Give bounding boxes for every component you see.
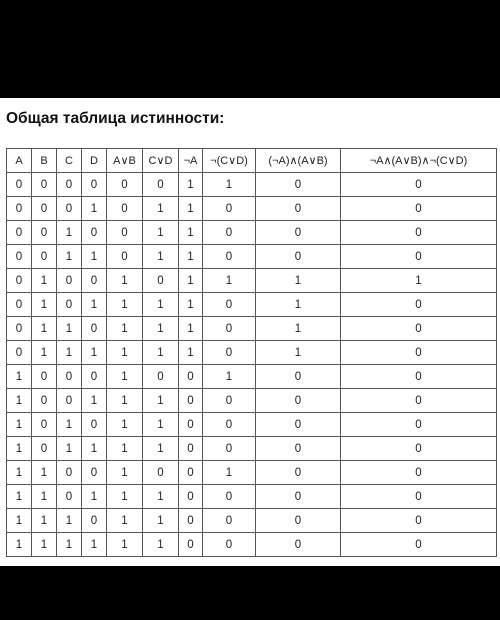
table-cell: 0 [341, 485, 497, 509]
table-cell: 1 [143, 485, 179, 509]
table-cell: 1 [107, 437, 143, 461]
table-cell: 1 [143, 245, 179, 269]
table-cell: 1 [82, 341, 107, 365]
table-cell: 1 [82, 245, 107, 269]
table-cell: 0 [82, 413, 107, 437]
table-cell: 1 [179, 245, 203, 269]
table-cell: 0 [143, 365, 179, 389]
table-cell: 0 [57, 173, 82, 197]
table-cell: 0 [341, 365, 497, 389]
table-row [7, 197, 497, 221]
table-cell: 0 [143, 173, 179, 197]
table-cell: 0 [7, 341, 32, 365]
table-cell: 0 [57, 365, 82, 389]
table-cell: 1 [107, 413, 143, 437]
table-cell: 0 [256, 173, 341, 197]
table-row [7, 365, 497, 389]
table-cell: 1 [143, 197, 179, 221]
page-title: Общая таблица истинности: [6, 110, 225, 127]
table-cell: 1 [179, 269, 203, 293]
table-cell: 1 [143, 221, 179, 245]
table-cell: 0 [107, 197, 143, 221]
table-cell: 0 [256, 221, 341, 245]
table-cell: 0 [32, 389, 57, 413]
table-row [7, 269, 497, 293]
table-row [7, 437, 497, 461]
table-cell: 0 [179, 533, 203, 557]
table-cell: 1 [256, 341, 341, 365]
table-cell: 0 [341, 317, 497, 341]
table-cell: 1 [143, 437, 179, 461]
table-cell: 1 [32, 341, 57, 365]
table-cell: 0 [341, 461, 497, 485]
table-cell: 1 [143, 317, 179, 341]
table-cell: 0 [82, 269, 107, 293]
table-cell: 1 [32, 317, 57, 341]
table-row [7, 173, 497, 197]
table-cell: 1 [82, 197, 107, 221]
table-cell: 1 [32, 461, 57, 485]
table-cell: 0 [256, 413, 341, 437]
table-cell: 1 [57, 533, 82, 557]
table-cell: 1 [143, 389, 179, 413]
table-cell: 1 [256, 317, 341, 341]
table-cell: 1 [57, 341, 82, 365]
table-cell: 1 [32, 269, 57, 293]
header-cell: (¬A)∧(A∨B) [256, 149, 341, 173]
table-cell: 0 [57, 293, 82, 317]
header-cell: B [32, 149, 57, 173]
table-cell: 0 [203, 221, 256, 245]
table-cell: 0 [179, 389, 203, 413]
table-cell: 1 [107, 485, 143, 509]
table-cell: 0 [179, 437, 203, 461]
table-cell: 0 [203, 389, 256, 413]
header-cell: A∨B [107, 149, 143, 173]
header-row [7, 149, 497, 173]
table-cell: 0 [57, 485, 82, 509]
table-cell: 1 [107, 269, 143, 293]
table-cell: 0 [179, 461, 203, 485]
table-cell: 0 [57, 461, 82, 485]
table-cell: 1 [107, 389, 143, 413]
table-cell: 1 [203, 461, 256, 485]
table-cell: 0 [82, 173, 107, 197]
table-cell: 0 [256, 365, 341, 389]
table-cell: 0 [107, 221, 143, 245]
table-cell: 1 [7, 389, 32, 413]
table-cell: 1 [82, 485, 107, 509]
table-cell: 0 [203, 341, 256, 365]
table-cell: 1 [179, 173, 203, 197]
table-cell: 0 [256, 245, 341, 269]
header-cell: ¬A∧(A∨B)∧¬(C∨D) [341, 149, 497, 173]
table-cell: 0 [82, 317, 107, 341]
table-cell: 0 [256, 197, 341, 221]
table-cell: 1 [7, 413, 32, 437]
table-row [7, 509, 497, 533]
table-cell: 0 [203, 317, 256, 341]
table-cell: 1 [82, 389, 107, 413]
table-cell: 0 [203, 485, 256, 509]
table-cell: 0 [32, 413, 57, 437]
table-cell: 1 [143, 341, 179, 365]
table-cell: 0 [143, 269, 179, 293]
table-cell: 1 [82, 437, 107, 461]
header-cell: C∨D [143, 149, 179, 173]
table-cell: 1 [203, 269, 256, 293]
table-cell: 0 [341, 389, 497, 413]
table-cell: 1 [107, 317, 143, 341]
table-cell: 0 [341, 197, 497, 221]
table-cell: 0 [7, 197, 32, 221]
table-cell: 0 [7, 245, 32, 269]
table-cell: 0 [32, 437, 57, 461]
table-cell: 1 [82, 533, 107, 557]
table-cell: 1 [143, 413, 179, 437]
table-cell: 1 [7, 437, 32, 461]
table-cell: 1 [143, 293, 179, 317]
table-cell: 0 [57, 389, 82, 413]
table-cell: 0 [341, 437, 497, 461]
table-cell: 1 [57, 509, 82, 533]
table-cell: 0 [107, 173, 143, 197]
table-cell: 0 [203, 533, 256, 557]
table-cell: 0 [32, 365, 57, 389]
table-row [7, 485, 497, 509]
table-cell: 0 [7, 293, 32, 317]
table-cell: 1 [107, 293, 143, 317]
table-cell: 1 [7, 365, 32, 389]
table-cell: 0 [341, 245, 497, 269]
table-cell: 0 [82, 221, 107, 245]
table-cell: 1 [107, 365, 143, 389]
table-cell: 1 [107, 533, 143, 557]
table-cell: 1 [57, 221, 82, 245]
table-cell: 0 [341, 341, 497, 365]
table-cell: 0 [256, 485, 341, 509]
table-row [7, 221, 497, 245]
header-cell: ¬A [179, 149, 203, 173]
table-cell: 0 [7, 269, 32, 293]
table-cell: 0 [82, 509, 107, 533]
table-row [7, 341, 497, 365]
table-cell: 0 [256, 437, 341, 461]
table-cell: 1 [57, 437, 82, 461]
table-cell: 0 [57, 197, 82, 221]
table-cell: 1 [32, 533, 57, 557]
table-row [7, 245, 497, 269]
table-cell: 1 [179, 341, 203, 365]
table-cell: 0 [7, 173, 32, 197]
table-cell: 0 [256, 389, 341, 413]
table-cell: 0 [32, 245, 57, 269]
table-cell: 0 [341, 221, 497, 245]
table-cell: 0 [32, 221, 57, 245]
table-cell: 1 [32, 509, 57, 533]
table-cell: 0 [7, 317, 32, 341]
table-cell: 1 [203, 173, 256, 197]
table-cell: 0 [203, 293, 256, 317]
table-body [7, 173, 497, 557]
table-cell: 0 [82, 461, 107, 485]
table-cell: 1 [32, 485, 57, 509]
table-cell: 1 [143, 533, 179, 557]
table-cell: 1 [32, 293, 57, 317]
table-cell: 1 [107, 509, 143, 533]
document-page [0, 98, 500, 566]
table-cell: 0 [32, 197, 57, 221]
table-cell: 1 [7, 509, 32, 533]
table-cell: 1 [57, 245, 82, 269]
table-cell: 1 [179, 197, 203, 221]
table-cell: 0 [203, 413, 256, 437]
table-cell: 0 [203, 437, 256, 461]
table-cell: 1 [179, 317, 203, 341]
table-cell: 1 [107, 461, 143, 485]
table-row [7, 317, 497, 341]
table-cell: 1 [7, 461, 32, 485]
table-cell: 0 [179, 413, 203, 437]
table-cell: 0 [256, 461, 341, 485]
table-row [7, 461, 497, 485]
table-cell: 1 [7, 533, 32, 557]
table-cell: 1 [203, 365, 256, 389]
table-cell: 0 [341, 173, 497, 197]
table-cell: 0 [341, 509, 497, 533]
header-cell: D [82, 149, 107, 173]
table-cell: 1 [7, 485, 32, 509]
table-cell: 1 [341, 269, 497, 293]
table-cell: 0 [179, 509, 203, 533]
table-row [7, 293, 497, 317]
table-row [7, 413, 497, 437]
table-cell: 1 [57, 317, 82, 341]
table-cell: 1 [57, 413, 82, 437]
table-cell: 0 [256, 509, 341, 533]
table-row [7, 533, 497, 557]
table-cell: 0 [203, 509, 256, 533]
table-cell: 1 [179, 293, 203, 317]
table-cell: 0 [32, 173, 57, 197]
table-cell: 0 [341, 533, 497, 557]
table-cell: 0 [203, 197, 256, 221]
header-cell: A [7, 149, 32, 173]
table-cell: 0 [179, 365, 203, 389]
table-cell: 0 [203, 245, 256, 269]
table-cell: 0 [82, 365, 107, 389]
table-cell: 0 [7, 221, 32, 245]
table-cell: 1 [256, 269, 341, 293]
table-cell: 0 [341, 413, 497, 437]
table-cell: 0 [143, 461, 179, 485]
table-cell: 0 [179, 485, 203, 509]
table-cell: 1 [82, 293, 107, 317]
header-cell: ¬(C∨D) [203, 149, 256, 173]
table-cell: 0 [256, 533, 341, 557]
table-cell: 0 [341, 293, 497, 317]
table-cell: 1 [107, 341, 143, 365]
table-cell: 1 [256, 293, 341, 317]
table-cell: 0 [57, 269, 82, 293]
table-cell: 1 [179, 221, 203, 245]
table-cell: 1 [143, 509, 179, 533]
table-row [7, 389, 497, 413]
header-cell: C [57, 149, 82, 173]
truth-table [6, 148, 497, 557]
table-cell: 0 [107, 245, 143, 269]
